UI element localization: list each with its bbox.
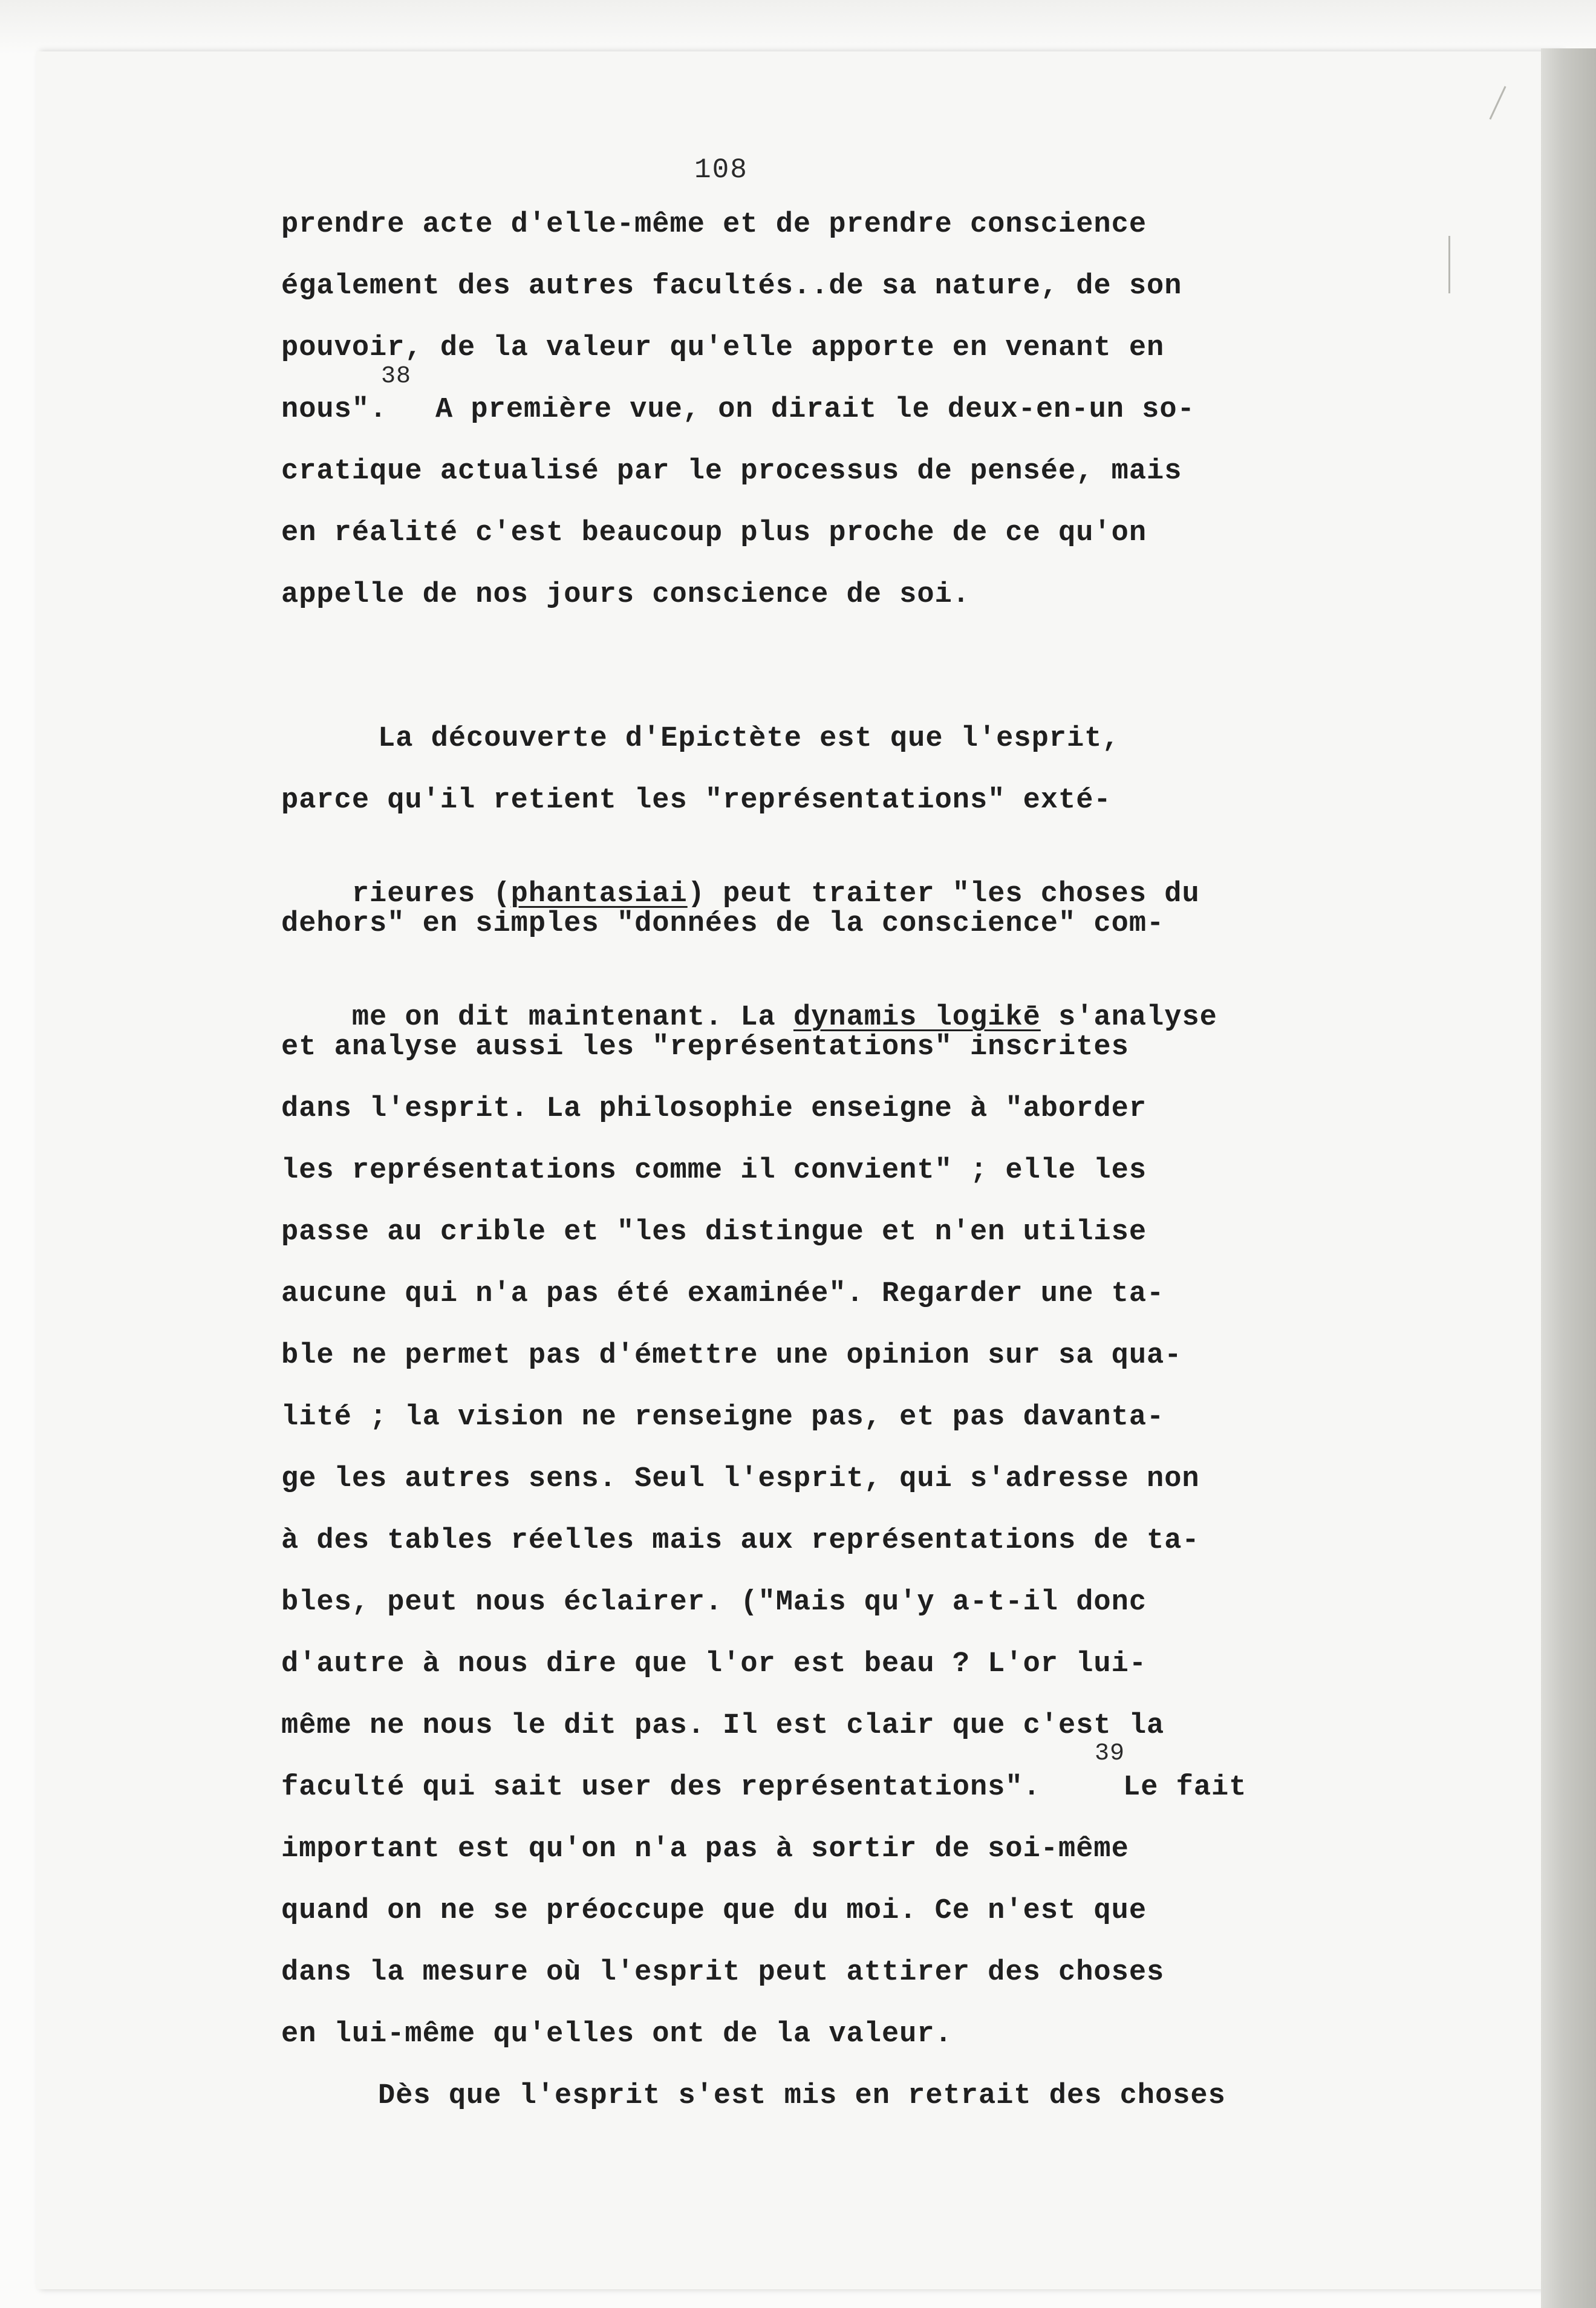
text-line: aucune qui n'a pas été examinée". Regarder une ta- bbox=[281, 1278, 1165, 1310]
text-line: les représentations comme il convient" ; elle les bbox=[281, 1155, 1147, 1187]
scan-top-edge bbox=[0, 0, 1596, 54]
text-line: ble ne permet pas d'émettre une opinion sur sa qua- bbox=[281, 1340, 1182, 1372]
text-line: appelle de nos jours conscience de soi. bbox=[281, 579, 970, 611]
text-line: parce qu'il retient les "représentations" exté- bbox=[281, 784, 1112, 817]
term-phantasiai: phantasiai bbox=[510, 878, 688, 910]
text-segment: me on dit maintenant. La bbox=[351, 1002, 793, 1034]
text-line: dehors" en simples "données de la conscience" com- bbox=[281, 908, 1165, 940]
text-segment: s'analyse bbox=[1040, 1002, 1217, 1034]
text-line: important est qu'on n'a pas à sortir de soi-même bbox=[281, 1833, 1129, 1865]
text-line: en lui-même qu'elles ont de la valeur. bbox=[281, 2018, 953, 2050]
text-line: nous". bbox=[281, 394, 388, 426]
text-line: Le fait bbox=[1123, 1772, 1247, 1804]
text-line: passe au crible et "les distingue et n'en utilise bbox=[281, 1216, 1147, 1248]
text-line: dans la mesure où l'esprit peut attirer des choses bbox=[281, 1957, 1165, 1989]
text-line: pouvoir, de la valeur qu'elle apporte en venant en bbox=[281, 332, 1165, 364]
text-line: A première vue, on dirait le deux-en-un so- bbox=[435, 394, 1195, 426]
footnote-ref-38: 38 bbox=[381, 363, 412, 390]
text-line: ge les autres sens. Seul l'esprit, qui s'adresse non bbox=[281, 1463, 1200, 1495]
text-line: Dès que l'esprit s'est mis en retrait des choses bbox=[378, 2080, 1226, 2112]
text-line: à des tables réelles mais aux représentations de ta- bbox=[281, 1525, 1200, 1557]
text-line: en réalité c'est beaucoup plus proche de ce qu'on bbox=[281, 517, 1147, 549]
text-line: faculté qui sait user des représentations". bbox=[281, 1772, 1041, 1804]
text-line: La découverte d'Epictète est que l'esprit, bbox=[378, 723, 1120, 755]
text-segment: ) peut traiter "les choses du bbox=[687, 878, 1200, 910]
text-line: cratique actualisé par le processus de pensée, mais bbox=[281, 455, 1182, 487]
text-line: d'autre à nous dire que l'or est beau ? L'or lui- bbox=[281, 1648, 1147, 1680]
text-line: et analyse aussi les "représentations" inscrites bbox=[281, 1031, 1129, 1063]
text-line: également des autres facultés..de sa nature, de son bbox=[281, 270, 1182, 302]
text-line: lité ; la vision ne renseigne pas, et pas davanta- bbox=[281, 1401, 1165, 1433]
term-dynamis-logike: dynamis logikē bbox=[793, 1002, 1041, 1034]
text-line: bles, peut nous éclairer. ("Mais qu'y a-t-il donc bbox=[281, 1586, 1147, 1619]
scan-right-edge bbox=[1541, 48, 1596, 2308]
margin-pencil-mark bbox=[1448, 236, 1450, 293]
text-segment: rieures ( bbox=[351, 878, 511, 910]
text-line: dans l'esprit. La philosophie enseigne à "aborder bbox=[281, 1093, 1147, 1125]
text-line: prendre acte d'elle-même et de prendre conscience bbox=[281, 209, 1147, 241]
text-line: quand on ne se préoccupe que du moi. Ce n'est que bbox=[281, 1895, 1147, 1927]
page-number: 108 bbox=[694, 154, 748, 186]
footnote-ref-39: 39 bbox=[1095, 1740, 1125, 1767]
text-line: même ne nous le dit pas. Il est clair que c'est la bbox=[281, 1710, 1165, 1742]
